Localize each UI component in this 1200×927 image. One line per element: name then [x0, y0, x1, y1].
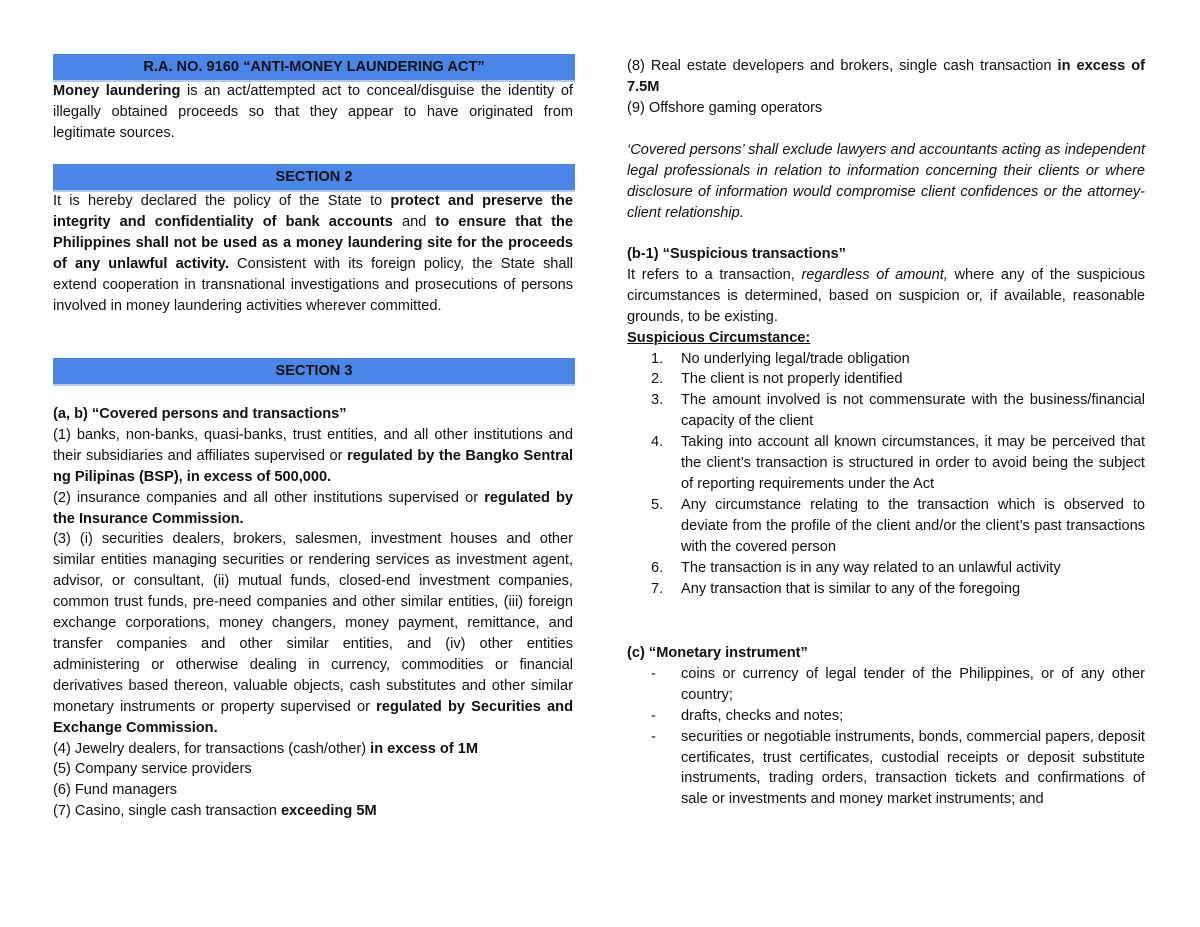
section2-text-3: Consistent with its foreign policy, the State shall extend cooperation in transnational investigations and prosecutions of persons involved in money laundering activities wherever committed.	[53, 255, 573, 314]
intro-term: Money laundering	[53, 83, 181, 99]
circumstance-item: 1. No underlying legal/trade obligation	[651, 350, 910, 367]
circumstance-list	[627, 349, 1145, 600]
suspicious-definition: It refers to a transaction, regardless of amount, where any of the suspicious circumstances is determined, based on suspicion or, if available, reasonable grounds, to be existing.	[627, 266, 1146, 325]
covered-item-6: (6) Fund managers	[53, 782, 178, 799]
section2-bold-2: to ensure that the Philippines shall not be used as a money laundering site for the proceeds of any unlawful activity.	[53, 213, 573, 272]
monetary-item: - securities or negotiable instruments, bonds, commercial papers, deposit certificates, trust certificates, custodial receipts or deposit substitute instruments, trading orders, transaction tickets and confirmations of sale or investments and money market instruments; and	[651, 728, 1145, 808]
exclusion-note: ‘Covered persons’ shall exclude lawyers and accountants acting as independent legal professionals in relation to information concerning their clients or where disclosure of information would compromise client confidences or the attorney-client relationship.	[627, 142, 1145, 221]
monetary-heading: (c) “Monetary instrument”	[627, 645, 808, 661]
covered-item-4: (4) Jewelry dealers, for transactions (cash/other) in excess of 1M	[53, 740, 479, 757]
covered-item-8: (8) Real estate developers and brokers, single cash transaction in excess of 7.5M	[627, 58, 1145, 95]
circumstance-item: 5. Any circumstance relating to the transaction which is observed to deviate from the profile of the client and/or the client’s past transactions with the covered person	[651, 496, 1145, 555]
section3-heading: (a, b) “Covered persons and transactions”	[53, 406, 347, 422]
covered-item-9: (9) Offshore gaming operators	[627, 99, 823, 116]
monetary-item: - drafts, checks and notes;	[651, 707, 844, 724]
intro-text: is an act/attempted act to conceal/disguise the identity of illegally obtained proceeds so that they appear to have originated from legitimate sources.	[53, 83, 573, 141]
covered-item-3: (3) (i) securities dealers, brokers, salesmen, investment houses and other similar entities managing securities or rendering services as investment agent, advisor, or consultant, (ii) mutual funds, closed-end investment companies, common trust funds, pre-need companies and other similar entities, (iii) foreign exchange corporations, money changers, money payment, remittance, and transfer companies and other similar entities, and (iv) other entities administering or otherwise dealing in currency, commodities or financial derivatives based thereon, valuable objects, cash substitutes and other similar monetary instruments or property supervised or regulated by Securities and Exchange Commission.	[53, 531, 573, 736]
covered-item-2: (2) insurance companies and all other institutions supervised or regulated by the Insurance Commission.	[53, 489, 573, 527]
section2-text-1: It is hereby declared the policy of the State to	[53, 193, 391, 209]
circumstance-item: 4. Taking into account all known circumstances, it may be perceived that the client’s transaction is structured in order to avoid being the subject of reporting requirements under the Act	[651, 434, 1145, 492]
right-top-items	[627, 56, 1145, 119]
covered-item-5: (5) Company service providers	[53, 761, 252, 778]
covered-item-7: (7) Casino, single cash transaction exceeding 5M	[53, 803, 377, 820]
suspicious-circumstance-heading: Suspicious Circumstance:	[627, 329, 811, 346]
circumstance-item: 6. The transaction is in any way related to an unlawful activity	[651, 559, 1061, 576]
section2-bold-1: protect and preserve the integrity and confidentiality of bank accounts	[53, 193, 573, 230]
monetary-list	[627, 664, 1145, 810]
section3-banner: SECTION 3	[53, 358, 575, 386]
covered-item-1: (1) banks, non-banks, quasi-banks, trust entities, and all other institutions and their subsidiaries and affiliates supervised or regulated by the Bangko Sentral ng Pilipinas (BSP), in excess of 500,000.	[53, 426, 573, 485]
circumstance-item: 3. The amount involved is not commensurate with the business/financial capacity of the client	[651, 392, 1145, 430]
suspicious-section	[627, 244, 1145, 599]
section3-content	[53, 404, 573, 822]
circumstance-item: 2. The client is not properly identified	[651, 371, 903, 388]
section2-text-2: and	[392, 213, 436, 230]
monetary-section	[627, 643, 1145, 810]
intro-paragraph	[53, 81, 573, 144]
circumstance-item: 7. Any transaction that is similar to any of the foregoing	[651, 580, 1021, 597]
monetary-item: - coins or currency of legal tender of the Philippines, or of any other country;	[651, 665, 1145, 703]
title-banner: R.A. NO. 9160 “ANTI-MONEY LAUNDERING ACT”	[53, 54, 575, 82]
section2-paragraph	[53, 191, 573, 316]
suspicious-heading: (b-1) “Suspicious transactions”	[627, 246, 846, 262]
section2-banner: SECTION 2	[53, 164, 575, 192]
